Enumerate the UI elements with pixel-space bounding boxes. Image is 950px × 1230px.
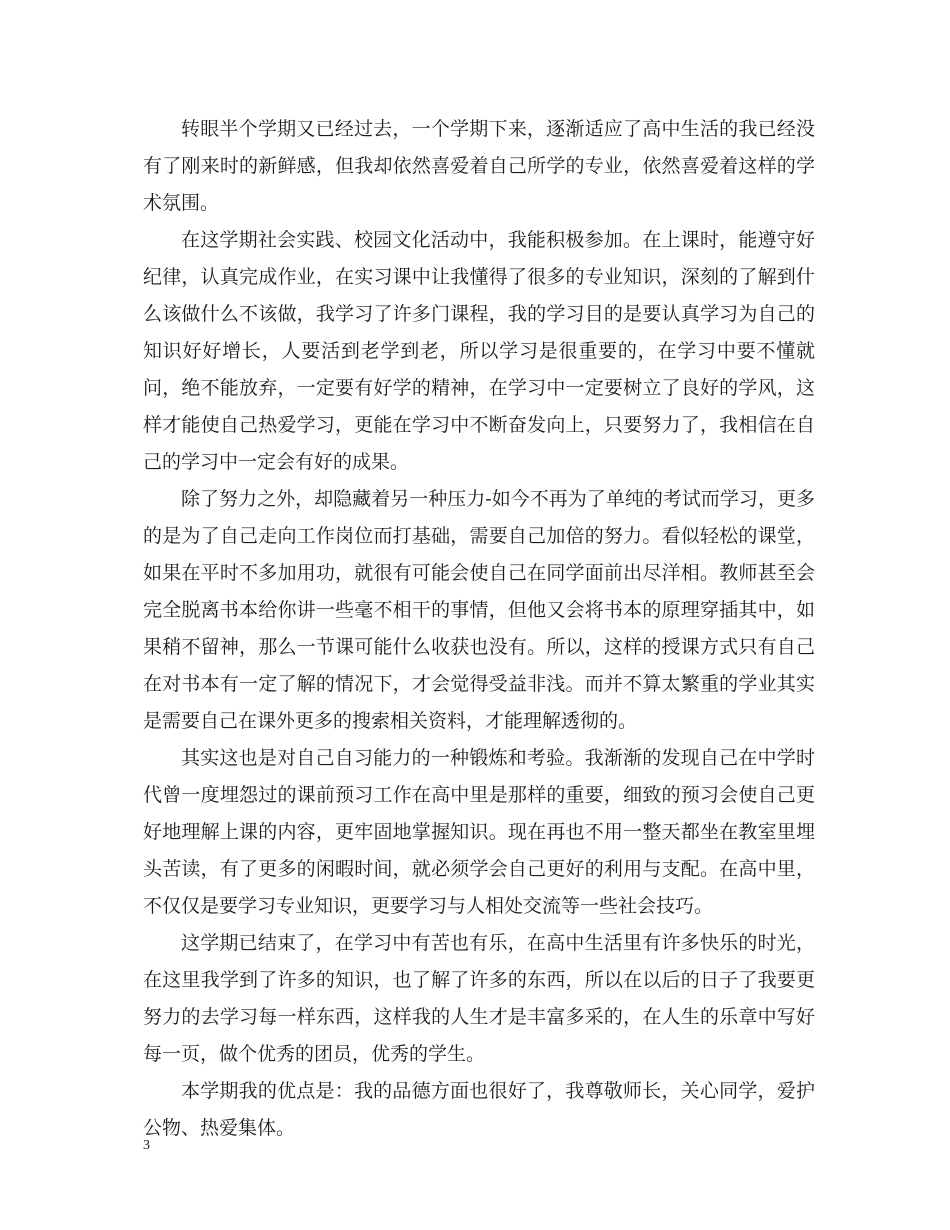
paragraph-4: 其实这也是对自己自习能力的一种锻炼和考验。我渐渐的发现自己在中学时代曾一度埋怨过的课前预习工作在高中里是那样的重要，细致的预习会使自己更好地理解上课的内容，更牢固地掌握知识。现在再也不用一整天都坐在教室里埋头苦读，有了更多的闲暇时间，就必须学会自己更好的利用与支配。在高中里，不仅仅是要学习专业知识，更要学习与人相处交流等一些社会技巧。 [143,747,815,917]
page-number: 3 [143,1138,150,1153]
paragraph-2: 在这学期社会实践、校园文化活动中，我能积极参加。在上课时，能遵守好纪律，认真完成作业，在实习课中让我懂得了很多的专业知识，深刻的了解到什么该做什么不该做，我学习了许多门课程，我的学习目的是要认真学习为自己的知识好好增长，人要活到老学到老，所以学习是很重要的，在学习中要不懂就问，绝不能放弃，一定要有好学的精神，在学习中一定要树立了良好的学风，这样才能使自己热爱学习，更能在学习中不断奋发向上，只要努力了，我相信在自己的学习中一定会有好的成果。 [143,229,815,473]
document-body [143,111,815,1147]
paragraph-1: 转眼半个学期又已经过去，一个学期下来，逐渐适应了高中生活的我已经没有了刚来时的新鲜感，但我却依然喜爱着自己所学的专业，依然喜爱着这样的学术氛围。 [143,118,815,214]
paragraph-5: 这学期已结束了，在学习中有苦也有乐，在高中生活里有许多快乐的时光，在这里我学到了许多的知识，也了解了许多的东西，所以在以后的日子了我要更努力的去学习每一样东西，这样我的人生才是丰富多采的，在人生的乐章中写好每一页，做个优秀的团员，优秀的学生。 [143,932,815,1065]
paragraph-3: 除了努力之外，却隐藏着另一种压力-如今不再为了单纯的考试而学习，更多的是为了自己走向工作岗位而打基础，需要自己加倍的努力。看似轻松的课堂，如果在平时不多加用功，就很有可能会使自己在同学面前出尽洋相。教师甚至会完全脱离书本给你讲一些毫不相干的事情，但他又会将书本的原理穿插其中，如果稍不留神，那么一节课可能什么收获也没有。所以，这样的授课方式只有自己在对书本有一定了解的情况下，才会觉得受益非浅。而并不算太繁重的学业其实是需要自己在课外更多的搜索相关资料，才能理解透彻的。 [143,488,815,732]
paragraph-6: 本学期我的优点是：我的品德方面也很好了，我尊敬师长，关心同学，爱护公物、热爱集体。 [143,1080,815,1139]
